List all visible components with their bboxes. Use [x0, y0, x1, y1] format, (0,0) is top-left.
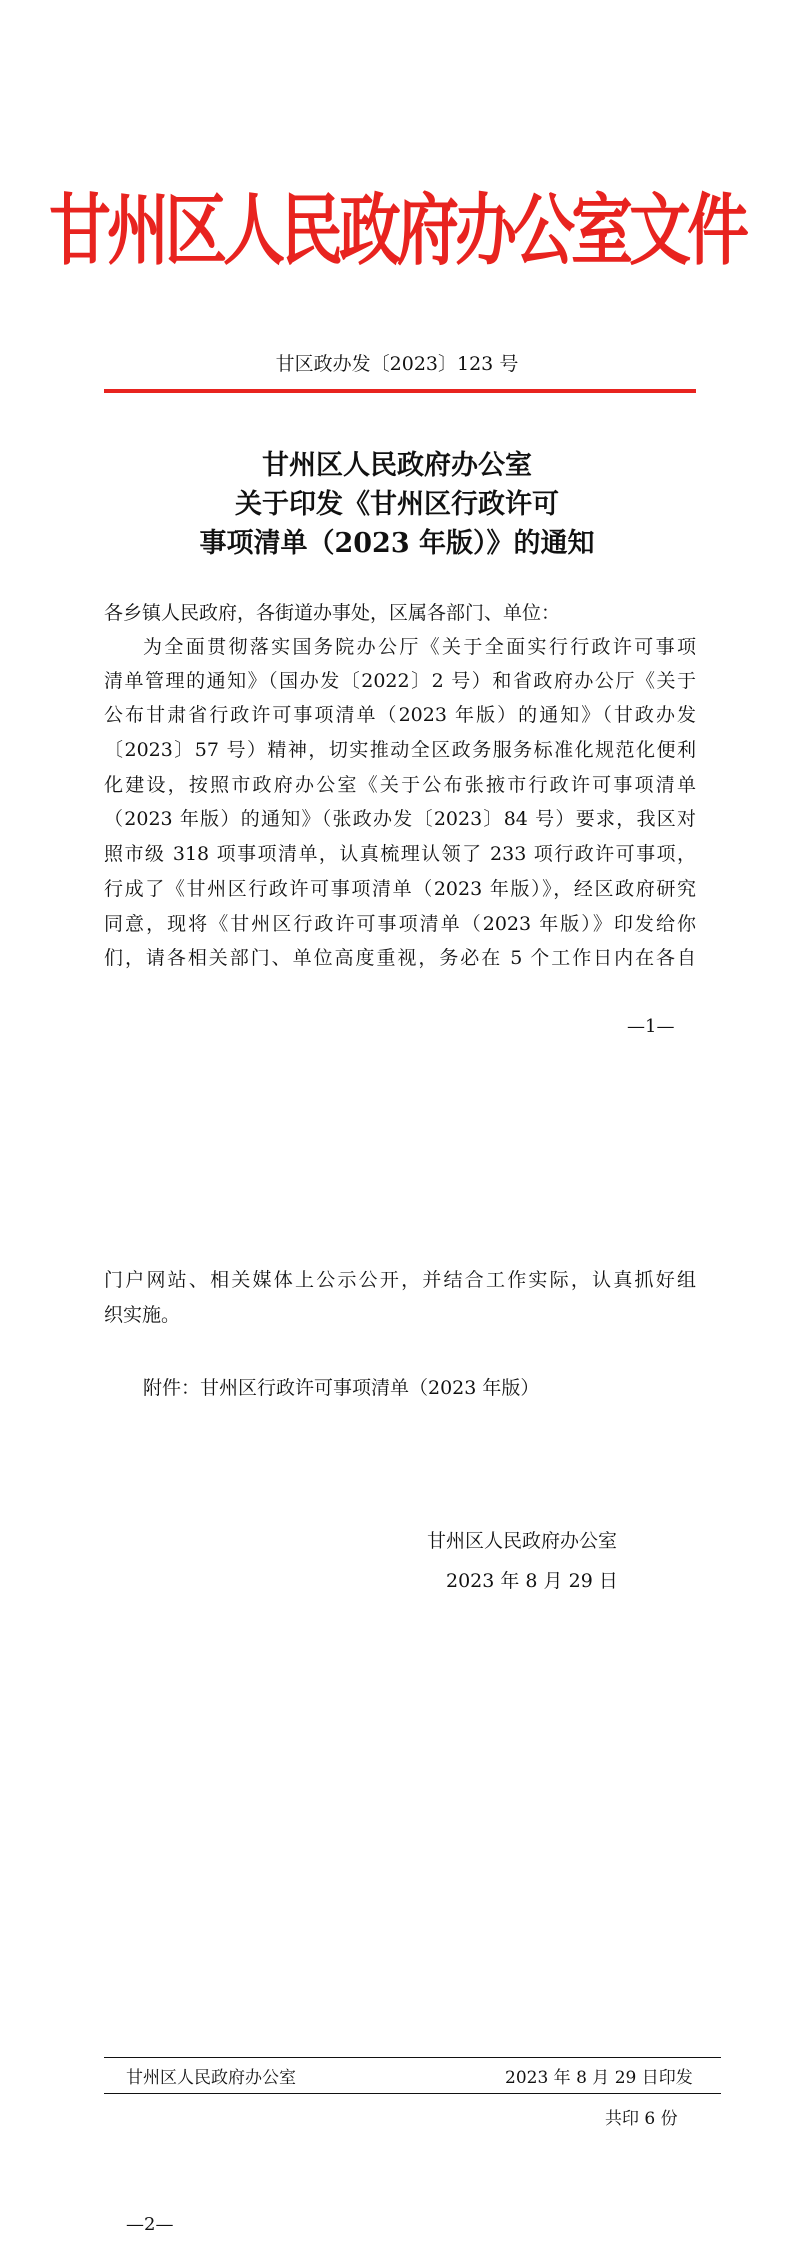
salutation: 各乡镇人民政府，各街道办事处，区属各部门、单位： — [104, 602, 561, 624]
body-line: 〔2023〕57 号）精神，切实推动全区政务服务标准化规范化便利 — [104, 739, 696, 761]
footer-print-date: 2023 年 8 月 29 日印发 — [505, 2068, 693, 2088]
footer-copies: 共印 6 份 — [605, 2109, 678, 2129]
document-number: 甘区政办发〔2023〕123 号 — [275, 353, 519, 375]
footer-top-rule — [104, 2057, 721, 2058]
signature-org: 甘州区人民政府办公室 — [427, 1530, 618, 1552]
body-line: 为全面贯彻落实国务院办公厅《关于全面实行行政许可事项 — [143, 636, 696, 658]
notice-title-line-2: 关于印发《甘州区行政许可 — [235, 489, 559, 520]
body-line: 清单管理的通知》（国办发〔2022〕2 号）和省政府办公厅《关于 — [104, 670, 696, 692]
footer-issuing-org: 甘州区人民政府办公室 — [126, 2068, 296, 2088]
red-separator-line — [104, 389, 696, 393]
document-header-title: 甘州区人民政府办公室文件 — [48, 184, 745, 276]
signature-date: 2023 年 8 月 29 日 — [446, 1570, 618, 1592]
page-number-1: —1— — [627, 1016, 675, 1037]
body-line: 公布甘肃省行政许可事项清单（2023 年版）的通知》（甘政办发 — [104, 704, 696, 726]
footer-bottom-rule — [104, 2093, 721, 2094]
body-line: 同意，现将《甘州区行政许可事项清单（2023 年版）》印发给你 — [104, 913, 696, 935]
body-line: 化建设，按照市政府办公室《关于公布张掖市行政许可事项清单 — [104, 774, 696, 796]
attachment-note: 附件：甘州区行政许可事项清单（2023 年版） — [143, 1377, 540, 1399]
body-line: （2023 年版）的通知》（张政办发〔2023〕84 号）要求，我区对 — [104, 808, 696, 830]
notice-title-line-1: 甘州区人民政府办公室 — [262, 450, 532, 481]
body-line: 行成了《甘州区行政许可事项清单（2023 年版）》，经区政府研究 — [104, 878, 696, 900]
page-number-2: —2— — [126, 2214, 174, 2235]
body-line: 照市级 318 项事项清单，认真梳理认领了 233 项行政许可事项， — [104, 843, 696, 865]
body-line: 们，请各相关部门、单位高度重视，务必在 5 个工作日内在各自 — [104, 947, 696, 969]
notice-title — [0, 446, 794, 563]
notice-title-line-3: 事项清单（2023 年版）》的通知 — [199, 528, 595, 559]
body-line: 织实施。 — [104, 1304, 181, 1326]
body-line: 门户网站、相关媒体上公示公开，并结合工作实际，认真抓好组 — [104, 1269, 696, 1291]
